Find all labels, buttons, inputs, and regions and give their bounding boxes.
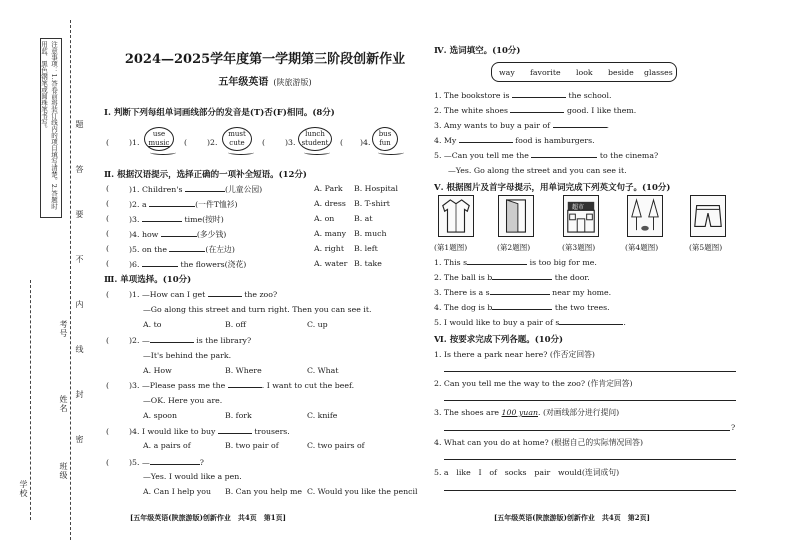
item-number: )4. <box>129 427 140 436</box>
answer-line[interactable] <box>444 490 736 491</box>
word-1: bus <box>378 130 392 138</box>
answer-blank[interactable] <box>459 142 513 143</box>
seal-line <box>70 20 71 540</box>
word-badge <box>372 127 398 151</box>
seal-char: 答 <box>75 165 84 174</box>
option-c: C. up <box>307 320 328 329</box>
question-text: good. I like them. <box>566 106 637 115</box>
phrase-hint: (儿童公园) <box>224 185 263 194</box>
footer-right: [五年级英语(陕旅游版)创新作业 共4页 第2页] <box>494 513 650 522</box>
question-reply: —Go along this street and turn right. Then you can see it. <box>143 305 372 314</box>
question-text: food is hamburgers. <box>515 136 595 145</box>
answer-blank[interactable] <box>228 387 262 388</box>
fill-line <box>30 280 31 520</box>
option-b: B. Hospital <box>354 184 398 193</box>
word-1: must <box>228 130 246 138</box>
seal-char: 题 <box>75 120 84 129</box>
option-b: B. two pair of <box>225 441 279 450</box>
phrase-hint: (在左边) <box>205 245 235 254</box>
section-3-heading: Ⅲ. 单项选择。(10分) <box>104 275 192 285</box>
question-text: . I want to cut the beef. <box>261 381 355 390</box>
option-b: B. at <box>354 214 373 223</box>
question-text: . <box>606 121 609 130</box>
question-text: ? <box>199 458 204 467</box>
trees-icon <box>627 195 663 237</box>
item-number: )5. <box>129 245 140 254</box>
question-text: 4. The dog is b <box>434 303 493 312</box>
paren: ( <box>106 138 110 147</box>
item-number: )3. <box>129 381 140 390</box>
question-text: the door. <box>554 273 590 282</box>
shirt-icon <box>438 195 474 237</box>
item-number: )4. <box>129 230 140 239</box>
question-text: to the cinema? <box>599 151 659 160</box>
seal-char: 线 <box>75 345 84 354</box>
option-a: A. water <box>314 259 348 268</box>
answer-blank[interactable] <box>208 296 242 297</box>
notice-box: 注意事项：1.答卷前将装订线内的项目填写清楚。2.答题时用蓝、黑色钢笔或圆珠笔书写。 <box>40 38 62 218</box>
page-title: 2024—2025学年度第一学期第三阶段创新作业 <box>124 52 406 67</box>
item-number: )1. <box>129 290 140 299</box>
option-b: B. off <box>225 320 246 329</box>
word-badge <box>222 127 252 151</box>
paren: ( <box>340 138 344 147</box>
question-text: the school. <box>568 91 612 100</box>
caption: (第2题图) <box>497 243 531 252</box>
item-number: )6. <box>129 260 140 269</box>
question-text: 2. The ball is b <box>434 273 493 282</box>
answer-blank[interactable] <box>149 206 195 207</box>
footer-left: [五年级英语(陕旅游版)创新作业 共4页 第1页] <box>130 513 286 522</box>
option-b: B. left <box>354 244 378 253</box>
option-a: A. to <box>143 320 162 329</box>
question-text: —Please pass me the <box>141 381 226 390</box>
option-c: C. knife <box>307 411 338 420</box>
phrase-prefix: a <box>141 200 147 209</box>
question-text: 3. Amy wants to buy a pair of <box>434 121 551 130</box>
section-1-heading: Ⅰ. 判断下列每组单词画线部分的发音是(T)否(F)相同。(8分) <box>104 108 335 118</box>
question-reply: —OK. Here you are. <box>143 396 223 405</box>
edition-label: (陕旅游版) <box>273 78 312 87</box>
answer-blank[interactable] <box>218 433 252 434</box>
question-text: the two trees. <box>554 303 610 312</box>
answer-blank[interactable] <box>467 264 527 265</box>
answer-line[interactable] <box>444 459 736 460</box>
option-a: A. a pairs of <box>143 441 191 450</box>
item-number: )1. <box>129 138 140 147</box>
question-text: 1. This s <box>434 258 468 267</box>
section-2-heading: Ⅱ. 根据汉语提示，选择正确的一项补全短语。(12分) <box>104 170 307 180</box>
option-b: B. fork <box>225 411 252 420</box>
word-2: fun <box>379 139 391 147</box>
option-c: C. Would you like the pencil <box>307 487 418 496</box>
option-a: A. spoon <box>143 411 177 420</box>
item-number: )2. <box>129 336 140 345</box>
question-text: near my home. <box>552 288 612 297</box>
phrase-hint: (多少钱) <box>196 230 227 239</box>
phrase-prefix: Children's <box>141 185 183 194</box>
option-a: A. right <box>314 244 344 253</box>
seal-char: 要 <box>75 210 84 219</box>
question-text: 2. The white shoes <box>434 106 508 115</box>
answer-blank[interactable] <box>169 251 205 252</box>
underlined-part: 100 yuan <box>501 408 538 417</box>
caption: (第3题图) <box>562 243 596 252</box>
question-text: . <box>623 318 626 327</box>
answer-blank[interactable] <box>185 191 225 192</box>
option-b: B. Can you help me <box>225 487 303 496</box>
answer-blank[interactable] <box>490 294 550 295</box>
option-a: A. How <box>143 366 172 375</box>
option-a: A. Can I help you <box>143 487 211 496</box>
word-bank-item: favorite <box>530 68 561 77</box>
word-badge <box>144 127 174 151</box>
option-b: B. T-shirt <box>354 199 390 208</box>
answer-line[interactable] <box>444 400 736 401</box>
option-c: C. What <box>307 366 339 375</box>
question-text: — <box>141 458 150 467</box>
option-a: A. dress <box>314 199 346 208</box>
label-xuexiao: 学校 <box>19 480 28 498</box>
answer-blank[interactable] <box>150 342 194 343</box>
word-bank-item: beside <box>608 68 634 77</box>
answer-line[interactable] <box>444 371 736 372</box>
question-reply: —It's behind the park. <box>143 351 232 360</box>
item-number: )3. <box>285 138 296 147</box>
task-text: 4. What can you do at home? (根据自己的实际情况回答) <box>434 438 643 447</box>
seal-char: 内 <box>75 300 84 309</box>
answer-blank[interactable] <box>553 127 607 128</box>
shorts-icon <box>690 195 726 237</box>
question-text: 3. There is a s <box>434 288 490 297</box>
section-4-heading: Ⅳ. 选词填空。(10分) <box>434 46 521 56</box>
phrase-hint: time(按时) <box>184 215 224 224</box>
question-text: I would like to buy <box>141 427 216 436</box>
question-reply: —Yes. I would like a pen. <box>143 472 242 481</box>
phrase-hint: the flowers(浇花) <box>180 260 247 269</box>
question-text: is too big for me. <box>529 258 597 267</box>
option-b: B. take <box>354 259 382 268</box>
word-bank-item: glasses <box>644 68 673 77</box>
question-text: 4. My <box>434 136 457 145</box>
option-b: B. Where <box>225 366 262 375</box>
option-c: C. two pairs of <box>307 441 365 450</box>
word-badge <box>298 127 332 151</box>
task-text: 5. a like I of socks pair would(连词成句) <box>434 468 620 477</box>
answer-blank[interactable] <box>492 279 552 280</box>
paren: ( <box>184 138 188 147</box>
word-2: student <box>301 139 329 147</box>
subtitle-row <box>100 70 430 89</box>
answer-blank[interactable] <box>531 157 597 158</box>
task-text: 1. Is there a park near here? (作否定回答) <box>434 350 595 359</box>
answer-blank[interactable] <box>510 112 564 113</box>
word-bank-item: way <box>499 68 515 77</box>
item-number: )2. <box>207 138 218 147</box>
answer-blank[interactable] <box>142 221 182 222</box>
option-a: A. many <box>314 229 347 238</box>
shop-sign: 超市 <box>572 204 585 211</box>
option-b: B. much <box>354 229 387 238</box>
question-text: the zoo? <box>244 290 278 299</box>
question-text: 5. I would like to buy a pair of s <box>434 318 560 327</box>
seal-char: 封 <box>75 390 84 399</box>
task-text: 2. Can you tell me the way to the zoo? (作肯定回答) <box>434 379 633 388</box>
word-2: cute <box>229 139 245 147</box>
item-number: )5. <box>129 458 140 467</box>
question-mark: ? <box>731 423 736 432</box>
answer-blank[interactable] <box>161 236 197 237</box>
answer-blank[interactable] <box>492 309 552 310</box>
item-number: )1. <box>129 185 140 194</box>
word-1: use <box>152 130 166 138</box>
phrase-hint: (一件T恤衫) <box>195 200 238 209</box>
option-a: A. on <box>314 214 335 223</box>
word-bank-item: look <box>576 68 593 77</box>
word-1: lunch <box>305 130 325 138</box>
label-kaohao: 考号 <box>59 320 68 338</box>
item-number: )3. <box>129 215 140 224</box>
caption: (第5题图) <box>689 243 723 252</box>
task-text: . (对画线部分进行提问) <box>538 408 620 417</box>
question-text: —How can I get <box>141 290 206 299</box>
word-bank <box>491 62 677 82</box>
label-banji: 班级 <box>59 462 68 480</box>
question-text: trousers. <box>254 427 290 436</box>
seal-char: 不 <box>75 255 84 264</box>
answer-blank[interactable] <box>512 97 566 98</box>
question-reply: —Yes. Go along the street and you can see it. <box>448 166 627 175</box>
binding-margin <box>0 0 88 551</box>
task-text: 3. The shoes are <box>434 408 500 417</box>
caption: (第4题图) <box>625 243 659 252</box>
question-text: 5. —Can you tell me the <box>434 151 529 160</box>
item-number: )2. <box>129 200 140 209</box>
section-6-heading: Ⅵ. 按要求完成下列各题。(10分) <box>434 335 564 345</box>
seal-char: 密 <box>75 435 84 444</box>
page-subtitle: 五年级英语 <box>218 77 269 88</box>
caption: (第1题图) <box>434 243 468 252</box>
supermarket-icon <box>563 195 599 237</box>
paren: ( <box>262 138 266 147</box>
answer-blank[interactable] <box>150 464 200 465</box>
option-a: A. Park <box>314 184 343 193</box>
answer-blank[interactable] <box>559 324 623 325</box>
label-xingming: 姓名 <box>59 395 68 413</box>
phrase-prefix: how <box>141 230 159 239</box>
question-text: 1. The bookstore is <box>434 91 510 100</box>
word-2: music <box>148 139 170 147</box>
answer-blank[interactable] <box>142 266 178 267</box>
answer-line[interactable] <box>444 430 730 431</box>
phrase-prefix: on the <box>141 245 167 254</box>
question-text: is the library? <box>196 336 252 345</box>
item-number: )4. <box>360 138 371 147</box>
door-icon <box>498 195 534 237</box>
section-5-heading: Ⅴ. 根据图片及首字母提示，用单词完成下列英文句子。(10分) <box>434 183 671 193</box>
